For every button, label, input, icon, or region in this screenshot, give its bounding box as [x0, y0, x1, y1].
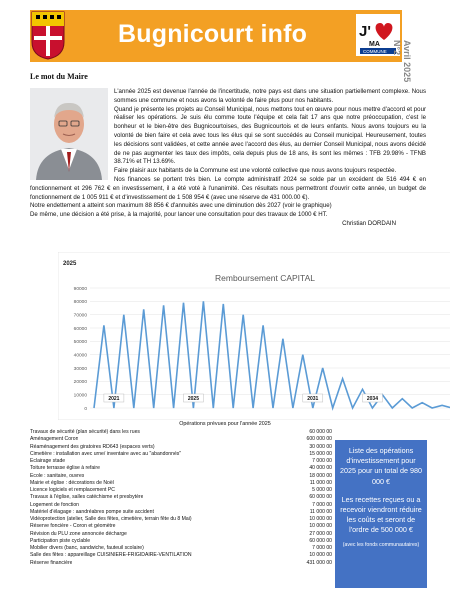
repayment-chart [58, 252, 450, 420]
operation-label: Mobilier divers (banc, sandwiche, fauteuil scolaire) [30, 545, 144, 551]
operation-label: Révision du PLU zone annoncée décharge [30, 530, 127, 537]
operation-row [30, 538, 332, 545]
chart-svg [58, 252, 450, 420]
y-tick-label: 10000 [73, 393, 87, 399]
issue-date: Avril 2025 [402, 40, 412, 83]
operation-amount: 60 000 00 [309, 429, 332, 435]
operation-row [30, 436, 332, 443]
operation-label: Vidéoprotection (atelier, Salle des fêtes, cimetière, terrain fête du 8 Mai) [30, 516, 192, 522]
operation-label: Ecole : sanitaire, ouvres [30, 472, 85, 479]
operation-row [30, 552, 332, 559]
summary-note: (avec les fonds communautaires) [342, 541, 420, 548]
operation-amount: 431 000 00 [306, 559, 332, 566]
operation-row [30, 502, 332, 509]
y-tick-label: 80000 [73, 300, 87, 306]
operation-amount: 15 000 00 [309, 450, 332, 457]
operation-label: Réaménagement des giratoires RD643 (espaces verts) [30, 443, 155, 450]
y-tick-label: 70000 [73, 313, 87, 319]
operation-amount: 10 000 00 [309, 516, 332, 522]
svg-text:MA: MA [369, 41, 380, 48]
paragraph: Nos finances se portent très bien. Le compte administratif 2024 se solde par un excédent de 516 494 € en fonctionnement et 296 762 € en investissement, il a été voté à l'unanimité. Ces résultats nous permettront d'ouvrir cette année, un budget de fonctionnement de 1 005 911 € et d'investissement de 1 508 954 € (avec une réserve de 431 000.00 €). [30, 175, 426, 201]
summary-box [335, 440, 427, 588]
operation-row [30, 545, 332, 552]
y-tick-label: 20000 [73, 380, 87, 386]
chart-title: Remboursement CAPITAL [215, 273, 315, 283]
crest-icon [30, 8, 66, 60]
operations-list [30, 429, 332, 567]
annotation-label: 2025 [187, 396, 200, 402]
paragraph: De même, une décision a été prise, à la majorité, pour lancer une consultation pour des travaux de 1000 € HT. [30, 211, 328, 219]
operation-row [30, 444, 332, 451]
operation-row [30, 451, 332, 458]
operation-amount: 11 000 00 [309, 508, 332, 515]
y-tick-label: 90000 [73, 286, 87, 292]
operation-row [30, 480, 332, 487]
summary-total: Liste des opérations d'investissement pour 2025 pour un total de 980 000 € [340, 446, 422, 486]
operation-amount: 27 000 00 [309, 530, 332, 537]
operation-amount: 7 000 00 [312, 458, 332, 464]
operation-row [30, 560, 332, 567]
operation-row [30, 429, 332, 436]
operation-row [30, 531, 332, 538]
issue-number: N°2 [392, 40, 402, 56]
operation-row [30, 509, 332, 516]
paragraph: L'année 2025 est devenue l'année de l'incertitude, notre pays est dans une situation partiellement complexe. Nous sommes une commune et nous avons la volonté de faire plus pour nos habitants. [114, 88, 426, 104]
operation-label: Licence logiciels et remplacement PC [30, 487, 115, 493]
chart-corner-label: 2025 [63, 261, 77, 267]
operation-amount: 5 000 00 [312, 487, 332, 493]
operation-label: Toiture terrasse église à refaire [30, 465, 100, 472]
operation-label: Réserve foncière - Coron et géomètre [30, 523, 116, 530]
operation-row [30, 516, 332, 523]
operation-amount: 60 000 00 [309, 494, 332, 501]
summary-receipts: Les recettes reçues ou a recevoir viendront réduire les coûts et seront de l'ordre de 500 000 € [340, 494, 422, 535]
paragraph: Faire plaisir aux habitants de la Commune est une volonté collective que nous avons toujours respectée. [114, 167, 397, 175]
operation-label: Aménagement Coron [30, 436, 79, 443]
svg-text:J': J' [359, 23, 371, 40]
operation-amount: 30 000 00 [309, 443, 332, 450]
operation-amount: 11 000 00 [309, 479, 332, 486]
operation-amount: 10 000 00 [309, 552, 332, 559]
operation-label: Matériel d'élagage : aandréabres pompe suite accident [30, 508, 154, 515]
operation-row [30, 523, 332, 530]
operation-label: Salle des fêtes : appareillage CUISINIERE-FRIGIDAIRE-VENTILATION [30, 552, 192, 559]
operation-amount: 7 000 00 [312, 545, 332, 551]
operation-label: Eclairage stade [30, 458, 66, 464]
y-tick-label: 50000 [73, 340, 87, 346]
paragraph: Quand je présente les projets au Conseil Municipal, nous mettons tout en œuvre pour nous mettre d'accord et pour réaliser les opérations. Je suis élu comme toute l'équipe et cela fait 17 ans que notre préoccupation, c'est le bonheur et le bien-être des Bugnicourtoises, des Bugnicourtois et de leurs enfants. Nous avons toujours eu la volonté de bien faire et cela avec tous les élus qui se sont succédés au Conseil municipal. Heureusement, toutes les décisions sont validées, et cette année avec l'accord des élus, au dernier Conseil Municipal, nous avons décidé de ne pas augmenter les taux des impôts, cela depuis plus de 18 ans, ils sont les mêmes : TFB 29.98% - TFNB 38.71% et TH 13.69%. [114, 105, 426, 166]
operation-label: Travaux à l'église, salles catéchisme et presbytère [30, 494, 144, 501]
operation-row [30, 458, 332, 465]
page-title: Bugnicourt info [118, 20, 308, 48]
paragraph: Notre endettement a atteint son maximum 88 856 € d'annuités avec une diminution dès 2027 (voir le graphique) [30, 202, 332, 210]
y-tick-label: 30000 [73, 366, 87, 372]
operation-amount: 60 000 00 [309, 537, 332, 544]
operation-amount: 18 000 00 [309, 472, 332, 479]
operation-row [30, 473, 332, 480]
annotation-label: 2021 [108, 396, 120, 402]
operation-amount: 40 000 00 [309, 465, 332, 472]
signature: Christian DORDAIN [342, 219, 396, 227]
y-tick-label: 60000 [73, 326, 87, 332]
operation-label: Réserve financière [30, 559, 73, 566]
operation-row [30, 465, 332, 472]
operation-amount: 7 000 00 [312, 501, 332, 508]
annotation-label: 2034 [366, 396, 379, 402]
operation-amount: 600 000 00 [306, 436, 332, 443]
operation-label: Travaux de sécurité (plan sécurité) dans les rues [30, 429, 140, 435]
mayor-text [30, 88, 426, 229]
svg-text:COMMUNE: COMMUNE [363, 49, 387, 54]
y-tick-label: 0 [84, 406, 87, 412]
operation-label: Logement de fonction [30, 501, 79, 508]
operations-caption: Opérations prévues pour l'année 2025 [179, 421, 271, 427]
y-tick-label: 40000 [73, 353, 87, 359]
operation-label: Mairie et église : décorations de Noël [30, 479, 114, 486]
section-heading: Le mot du Maire [30, 72, 88, 81]
operation-row [30, 487, 332, 494]
operation-label: Participation piste cyclable [30, 537, 91, 544]
operation-label: Cimetière : installation avec urne/ inventaire avec au "abandonnés" [30, 450, 182, 457]
operation-amount: 10 000 00 [309, 523, 332, 530]
operation-row [30, 494, 332, 501]
annotation-label: 2031 [307, 396, 319, 402]
